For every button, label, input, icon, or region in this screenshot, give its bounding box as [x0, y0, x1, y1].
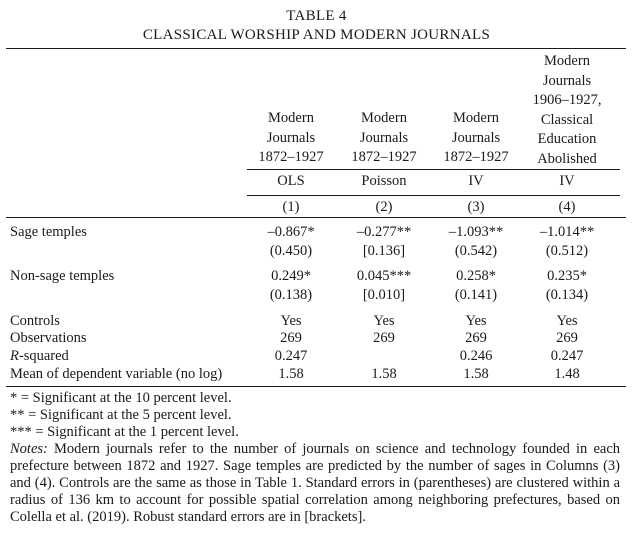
row-label-observations: Observations [10, 330, 87, 346]
row-label-sage-temples: Sage temples [10, 224, 87, 240]
table-label: TABLE 4 [286, 8, 347, 24]
table-cell: 1.48 [554, 366, 580, 382]
table-cell: 0.235* [547, 268, 587, 284]
table-cell: 0.247 [550, 348, 584, 364]
body-top-rule [6, 217, 626, 218]
method-1: OLS [277, 173, 305, 189]
column-header-3: Modern Journals 1872–1927 [443, 110, 509, 165]
table-cell: [0.136] [362, 243, 406, 259]
table-cell: 0.258* [456, 268, 496, 284]
table-cell: –0.277** [356, 224, 412, 240]
table-cell: (0.450) [269, 243, 313, 259]
table-cell: 0.247 [274, 348, 308, 364]
table-cell: (0.512) [545, 243, 589, 259]
table-cell: 0.249* [271, 268, 311, 284]
method-2: Poisson [361, 173, 407, 189]
table-cell: Yes [373, 313, 395, 329]
bottom-rule [6, 386, 626, 387]
row-label-non-sage-temples: Non-sage temples [10, 268, 115, 284]
notes-paragraph [10, 441, 620, 526]
table-notes [10, 390, 620, 526]
column-number-3: (3) [467, 199, 485, 215]
table-cell: (0.141) [454, 287, 498, 303]
table-cell: Yes [465, 313, 487, 329]
table-cell: –1.093** [448, 224, 504, 240]
row-label-controls: Controls [10, 313, 60, 329]
table-cell: 269 [556, 330, 578, 346]
table-cell: 269 [280, 330, 302, 346]
significance-note: *** = Significant at the 1 percent level. [10, 424, 239, 440]
method-rule [247, 195, 620, 196]
significance-note: * = Significant at the 10 percent level. [10, 390, 232, 406]
table-cell: 0.246 [459, 348, 493, 364]
table-cell: Yes [280, 313, 302, 329]
method-4: IV [559, 173, 575, 189]
table-cell: (0.134) [545, 287, 589, 303]
table-cell: 269 [373, 330, 395, 346]
table-cell: [0.010] [362, 287, 406, 303]
significance-note: ** = Significant at the 5 percent level. [10, 407, 232, 423]
column-number-1: (1) [282, 199, 300, 215]
row-label-r-squared: R-squared [10, 348, 69, 364]
table-cell: (0.138) [269, 287, 313, 303]
table-cell: 1.58 [278, 366, 304, 382]
method-3: IV [468, 173, 484, 189]
table-cell: 0.045*** [356, 268, 412, 284]
table-cell: 1.58 [463, 366, 489, 382]
header-rule [247, 169, 620, 170]
column-header-1: Modern Journals 1872–1927 [258, 110, 324, 165]
column-number-2: (2) [375, 199, 393, 215]
column-number-4: (4) [558, 199, 576, 215]
top-rule [6, 48, 626, 49]
table-title: CLASSICAL WORSHIP AND MODERN JOURNALS [142, 27, 491, 43]
notes-label: Notes: [10, 441, 48, 457]
table-cell: –0.867* [267, 224, 315, 240]
column-header-4: Modern Journals 1906–1927, Classical Education Abolished [532, 53, 602, 167]
row-label-mean-dependent: Mean of dependent variable (no log) [10, 366, 223, 382]
table-cell: (0.542) [454, 243, 498, 259]
column-header-2: Modern Journals 1872–1927 [351, 110, 417, 165]
table-cell: Yes [556, 313, 578, 329]
table-cell: 269 [465, 330, 487, 346]
table-cell: 1.58 [371, 366, 397, 382]
table-cell: –1.014** [539, 224, 595, 240]
notes-text: Modern journals refer to the number of journals on science and technology founded in each prefecture between 1872 and 1927. Sage temples are predicted by the number of sages in Columns (3) and (4). Controls are the same as those in Table 1. Standard errors in (parentheses) are clustered within a radius of 136 km to account for possible spatial correlation among neighboring prefectures, based on Colella et al. (2019). Robust standard errors are in [brackets]. [10, 441, 621, 525]
